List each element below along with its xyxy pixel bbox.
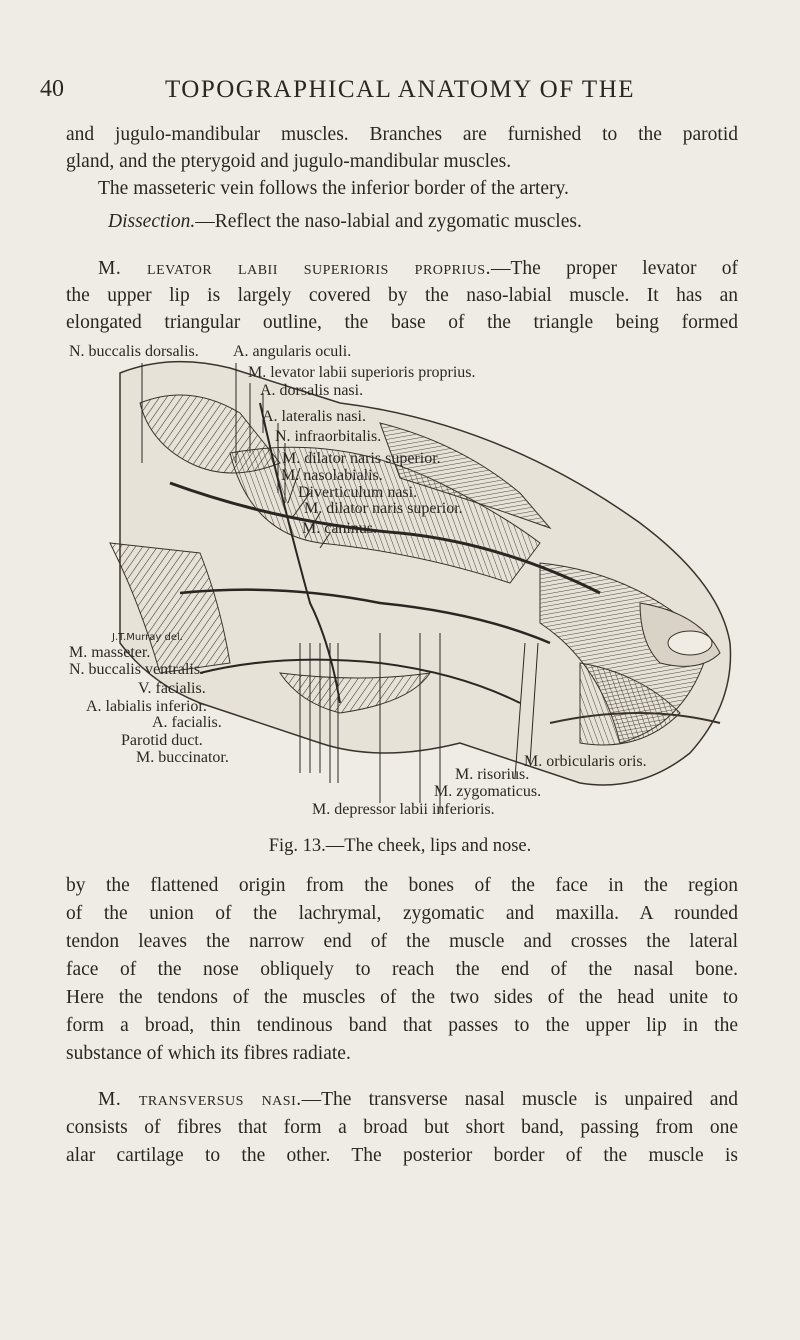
figure-label: Diverticulum nasi.	[298, 484, 418, 501]
running-title: TOPOGRAPHICAL ANATOMY OF THE	[164, 76, 636, 103]
dissection-note	[108, 211, 582, 233]
paragraph-line: elongated triangular outline, the base of the triangle being formed	[66, 312, 738, 333]
figure-label: A. labialis inferior.	[86, 698, 207, 715]
section-heading-transversus: M. transversus nasi.	[98, 1089, 302, 1110]
figure-label: Parotid duct.	[121, 732, 203, 749]
paragraph-line: face of the nose obliquely to reach the end of the nasal bone.	[66, 959, 738, 980]
figure-label: A. facialis.	[152, 714, 222, 731]
paragraph-line: the upper lip is largely covered by the naso-labial muscle. It has an	[66, 285, 738, 306]
figure-label: M. levator labii superioris proprius.	[248, 364, 476, 381]
paragraph-line: The masseteric vein follows the inferior border of the artery.	[98, 178, 569, 199]
paragraph-line: gland, and the pterygoid and jugulo-mandibular muscles.	[66, 151, 512, 172]
figure-label: N. buccalis ventralis.	[69, 661, 205, 678]
paragraph-line: alar cartilage to the other. The posterior border of the muscle is	[66, 1145, 738, 1166]
anatomical-figure	[69, 343, 780, 823]
page-header	[40, 76, 760, 110]
dissection-text: —Reflect the naso-labial and zygomatic muscles.	[195, 211, 582, 232]
paragraph-line: Here the tendons of the muscles of the two sides of the head unite to	[66, 987, 738, 1008]
figure-label: A. dorsalis nasi.	[260, 382, 364, 399]
paragraph-line: of the union of the lachrymal, zygomatic and maxilla. A rounded	[66, 903, 738, 924]
figure-label: M. depressor labii inferioris.	[312, 801, 495, 818]
figure-label: M. risorius.	[455, 766, 530, 783]
paragraph-line: consists of fibres that form a broad but short band, passing from one	[66, 1117, 738, 1138]
paragraph-line: by the flattened origin from the bones of the face in the region	[66, 875, 738, 896]
figure-label: M. nasolabialis.	[281, 467, 383, 484]
dissection-label: Dissection.	[108, 211, 196, 232]
figure-label: N. buccalis dorsalis.	[69, 343, 199, 360]
figure-label: M. caninus.	[302, 520, 378, 537]
figure-label: V. facialis.	[138, 680, 206, 697]
page-number: 40	[40, 76, 64, 102]
figure-label: M. buccinator.	[136, 749, 229, 766]
figure-caption: Fig. 13.—The cheek, lips and nose.	[268, 836, 532, 856]
figure-label: A. angularis oculi.	[233, 343, 352, 360]
figure-label: A. lateralis nasi.	[262, 408, 366, 425]
paragraph-line	[98, 255, 738, 282]
paragraph-text: —The proper levator of	[490, 258, 738, 279]
figure-label: M. zygomaticus.	[434, 783, 542, 800]
paragraph-text: —The transverse nasal muscle is unpaired and	[301, 1089, 738, 1110]
figure-label: M. dilator naris superior.	[304, 500, 463, 517]
paragraph-line: tendon leaves the narrow end of the muscle and crosses the lateral	[66, 931, 738, 952]
paragraph-line: form a broad, thin tendinous band that passes to the upper lip in the	[66, 1015, 738, 1036]
paragraph-line: and jugulo-mandibular muscles. Branches are furnished to the parotid	[66, 124, 738, 145]
figure-label: M. masseter.	[69, 644, 151, 661]
figure-label: M. orbicularis oris.	[524, 753, 647, 770]
section-heading-levator: M. levator labii superioris proprius.	[98, 258, 491, 279]
paragraph-line: substance of which its fibres radiate.	[66, 1043, 351, 1064]
illustrator-signature: J.T.Murray del.	[112, 632, 183, 643]
figure-label: N. infraorbitalis.	[275, 428, 382, 445]
figure-label: M. dilator naris superior.	[282, 450, 441, 467]
paragraph-line	[98, 1086, 738, 1113]
